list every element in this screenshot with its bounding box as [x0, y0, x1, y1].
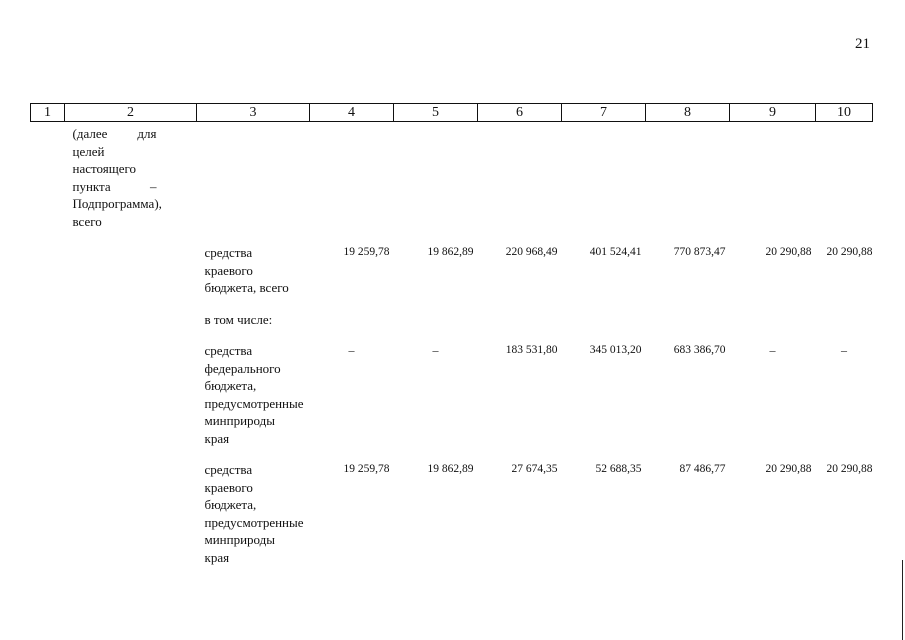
table-cell	[478, 122, 562, 231]
column-header: 9	[730, 104, 816, 122]
table-cell	[197, 122, 310, 231]
value-cell: 52 688,35	[595, 463, 642, 475]
value-cell: –	[841, 343, 847, 357]
scan-edge-line	[902, 560, 903, 640]
table-row	[31, 122, 873, 231]
table-row	[31, 297, 873, 329]
column-header: 1	[31, 104, 65, 122]
table-row	[31, 447, 873, 566]
column-header: 3	[197, 104, 310, 122]
value-cell: 220 968,49	[505, 246, 558, 258]
value-cell: 19 862,89	[427, 463, 474, 475]
table-header-row	[31, 104, 873, 122]
value-cell: –	[348, 343, 355, 357]
row-label: средства краевого бюджета, всего	[204, 245, 289, 295]
subprogram-text: (далее для целей настоящего пункта – Подпрограмма), всего	[72, 126, 162, 229]
value-cell: 20 290,88	[765, 246, 812, 258]
table-cell	[816, 122, 873, 231]
subprogram-description	[65, 122, 197, 231]
value-cell: 20 290,88	[826, 463, 873, 475]
row-label: средства краевого бюджета, предусмотренные минприроды края	[204, 462, 304, 565]
value-cell: 401 524,41	[589, 246, 642, 258]
value-cell: 183 531,80	[505, 344, 558, 356]
value-cell: 20 290,88	[826, 246, 873, 258]
table-cell	[31, 122, 65, 231]
budget-table	[30, 103, 873, 566]
value-cell: 683 386,70	[673, 344, 726, 356]
value-cell: 770 873,47	[673, 246, 726, 258]
value-cell: –	[432, 343, 439, 357]
row-label: средства федерального бюджета, предусмотренные минприроды края	[204, 343, 304, 446]
column-header: 8	[646, 104, 730, 122]
column-header: 2	[65, 104, 197, 122]
value-cell: 87 486,77	[679, 463, 726, 475]
value-cell: 345 013,20	[589, 344, 642, 356]
column-header: 4	[310, 104, 394, 122]
table-cell	[562, 122, 646, 231]
table-row	[31, 230, 873, 297]
table-row	[31, 328, 873, 447]
value-cell: 20 290,88	[765, 463, 812, 475]
value-cell: 19 862,89	[427, 246, 474, 258]
table-cell	[730, 122, 816, 231]
column-header: 5	[394, 104, 478, 122]
table-cell	[394, 122, 478, 231]
value-cell: 27 674,35	[511, 463, 558, 475]
column-header: 6	[478, 104, 562, 122]
value-cell: –	[769, 343, 776, 357]
value-cell: 19 259,78	[343, 463, 390, 475]
column-header: 7	[562, 104, 646, 122]
row-label: в том числе:	[204, 311, 273, 327]
column-header: 10	[816, 104, 873, 122]
value-cell: 19 259,78	[343, 246, 390, 258]
table-cell	[310, 122, 394, 231]
table-cell	[646, 122, 730, 231]
page-number: 21	[855, 36, 870, 52]
